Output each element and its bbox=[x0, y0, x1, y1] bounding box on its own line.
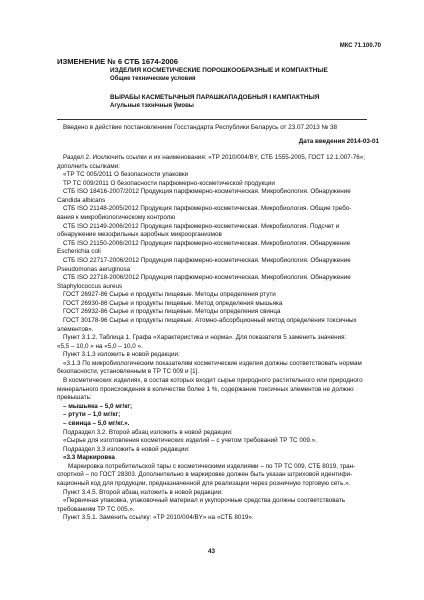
subtitle-ru: Общие технические условия bbox=[110, 76, 196, 82]
body-line: «Первичная упаковка, упаковочный материал и укупорочные средства должны соответствовать bbox=[63, 497, 346, 505]
body-line: требованиям ТР ТС 005.». bbox=[57, 505, 135, 513]
body-line: превышать: bbox=[57, 394, 92, 402]
effective-date: Дата введения 2014-03-01 bbox=[298, 138, 379, 145]
body-line: Подраздел 3.2. Второй абзац изложить в новой редакции: bbox=[63, 428, 233, 436]
body-line: обнаружение мезофильных аэробных микроорганизмов bbox=[57, 231, 222, 239]
body-line: ТР ТС 009/2011 О безопасности парфюмерно-косметической продукции bbox=[63, 179, 275, 187]
body-line: «3.1.3 По микробиологическим показателям косметические изделия должны соответствовать нормам bbox=[63, 359, 362, 367]
body-line: Раздел 2. Исключить ссылки и их наименования: «ТР 2010/004/BY, СТБ 1555-2005, ГОСТ 12.1.007-76»; bbox=[63, 154, 366, 161]
body-line: Пункт 3.4.5. Второй абзац изложить в новой редакции: bbox=[63, 488, 223, 496]
title-ru: ИЗДЕЛИЯ КОСМЕТИЧЕСКИЕ ПОРОШКООБРАЗНЫЕ И КОМПАКТНЫЕ bbox=[110, 67, 328, 74]
body-line: СТБ ISO 22718-2006/2012 Продукция парфюмерно-косметическая. Микробиология. Обнаружение bbox=[63, 274, 351, 282]
intro-text: Введено в действие постановлением Госстандарта Республики Беларусь от 23.07.2013 № 38 bbox=[63, 124, 337, 131]
body-line: Пункт 3.1.3 изложить в новой редакции: bbox=[63, 351, 180, 359]
body-line: Подраздел 3.3 изложить в новой редакции: bbox=[63, 445, 190, 453]
body-line: СТБ ISO 21150-2006/2012 Продукция парфюмерно-косметическая. Микробиология. Обнаружение bbox=[63, 239, 351, 247]
body-line: вания к микробиологическому контролю bbox=[57, 214, 176, 222]
body-line: ГОСТ 26932-86 Сырье и продукты пищевые. Методы определения свинца bbox=[63, 308, 281, 316]
body-line: «Сырье для изготовления косметических изделий – с учетом требований ТР ТС 009.». bbox=[63, 437, 317, 445]
body-line: «ТР ТС 005/2011 О безопасности упаковки bbox=[63, 171, 189, 179]
body-line: СТБ ISO 21149-2006/2012 Продукция парфюмерно-косметическая. Микробиология. Подсчет и bbox=[63, 222, 340, 230]
body-line: – свинца – 5,0 мг/кг.». bbox=[63, 419, 130, 427]
body-line: ГОСТ 30178-96 Сырье и продукты пищевые. Атомно-абсорбционный метод определения токсичных bbox=[63, 316, 357, 324]
body-line: кационный код для продукции, предназначенной для реализации через розничную торговую сеть.». bbox=[57, 479, 351, 487]
body-line: безопасности, установленным в ТР ТС 009 и [1]. bbox=[57, 368, 200, 376]
body-line: СТБ ISO 18416-2007/2012 Продукция парфюмерно-косметическая. Микробиология. Обнаружение bbox=[63, 188, 351, 196]
body-line: В косметических изделиях, в состав которых входит сырье природного растительного или природного bbox=[63, 377, 363, 385]
subtitle-by: Агульныя тэхнічныя ўмовы bbox=[110, 103, 194, 109]
body-line: – мышьяка – 5,0 мг/кг; bbox=[63, 402, 133, 410]
page-number: 43 bbox=[208, 548, 216, 555]
mks-code: МКС 71.100.70 bbox=[339, 43, 381, 49]
document-body bbox=[57, 154, 369, 523]
body-line: Escherichia coli bbox=[57, 248, 101, 256]
header-divider bbox=[57, 119, 367, 120]
body-line: Pseudomonas aeruginosa bbox=[57, 265, 131, 273]
body-line: Пункт 3.5.1. Заменить ссылку: «ТР 2010/004/BY» на «СТБ 8019». bbox=[63, 514, 254, 522]
body-line: спортной – по ГОСТ 28303. Дополнительно в маркировке должен быть указан штриховой идентифи- bbox=[57, 471, 353, 479]
title-by: ВЫРАБЫ КАСМЕТЫЧНЫЯ ПАРАШКАПАДОБНЫЯ І КАМПАКТНЫЯ bbox=[110, 94, 320, 101]
body-line: минерального происхождения в количестве более 1 %, содержание токсичных элементов не должно bbox=[57, 385, 354, 393]
body-line: Candida albicans bbox=[57, 196, 106, 204]
body-line: «5,5 – 10,0 » на «5,0 – 10,0 ». bbox=[57, 342, 143, 350]
body-line: «3.3 Маркировка bbox=[63, 454, 115, 462]
body-line: дополнить ссылками: bbox=[57, 162, 121, 170]
body-line: СТБ ISO 22717-2006/2012 Продукция парфюмерно-косметическая. Микробиология. Обнаружение bbox=[63, 256, 351, 264]
body-line: элементов». bbox=[57, 325, 94, 333]
body-line: – ртути – 1,0 мг/кг; bbox=[63, 411, 121, 419]
body-line: Маркировка потребительской тары с косметическими изделиями – по ТР ТС 009, СТБ 8019, тран- bbox=[68, 462, 356, 470]
body-line: Staphylococcus aureus bbox=[57, 282, 123, 290]
body-line: ГОСТ 26927-86 Сырье и продукты пищевые. Методы определения ртути bbox=[63, 291, 276, 299]
body-line: ГОСТ 26930-86 Сырье и продукты пищевые. Метод определения мышьяка bbox=[63, 299, 283, 307]
change-title: ИЗМЕНЕНИЕ № 6 СТБ 1674-2006 bbox=[57, 57, 178, 66]
body-line: СТБ ISO 21148-2005/2012 Продукция парфюмерно-косметическая. Микробиология. Общие требо- bbox=[63, 205, 352, 213]
body-line: Пункт 3.1.2. Таблица 1. Графа «Характеристика и норма». Для показателя 5 заменить значения: bbox=[63, 334, 347, 342]
